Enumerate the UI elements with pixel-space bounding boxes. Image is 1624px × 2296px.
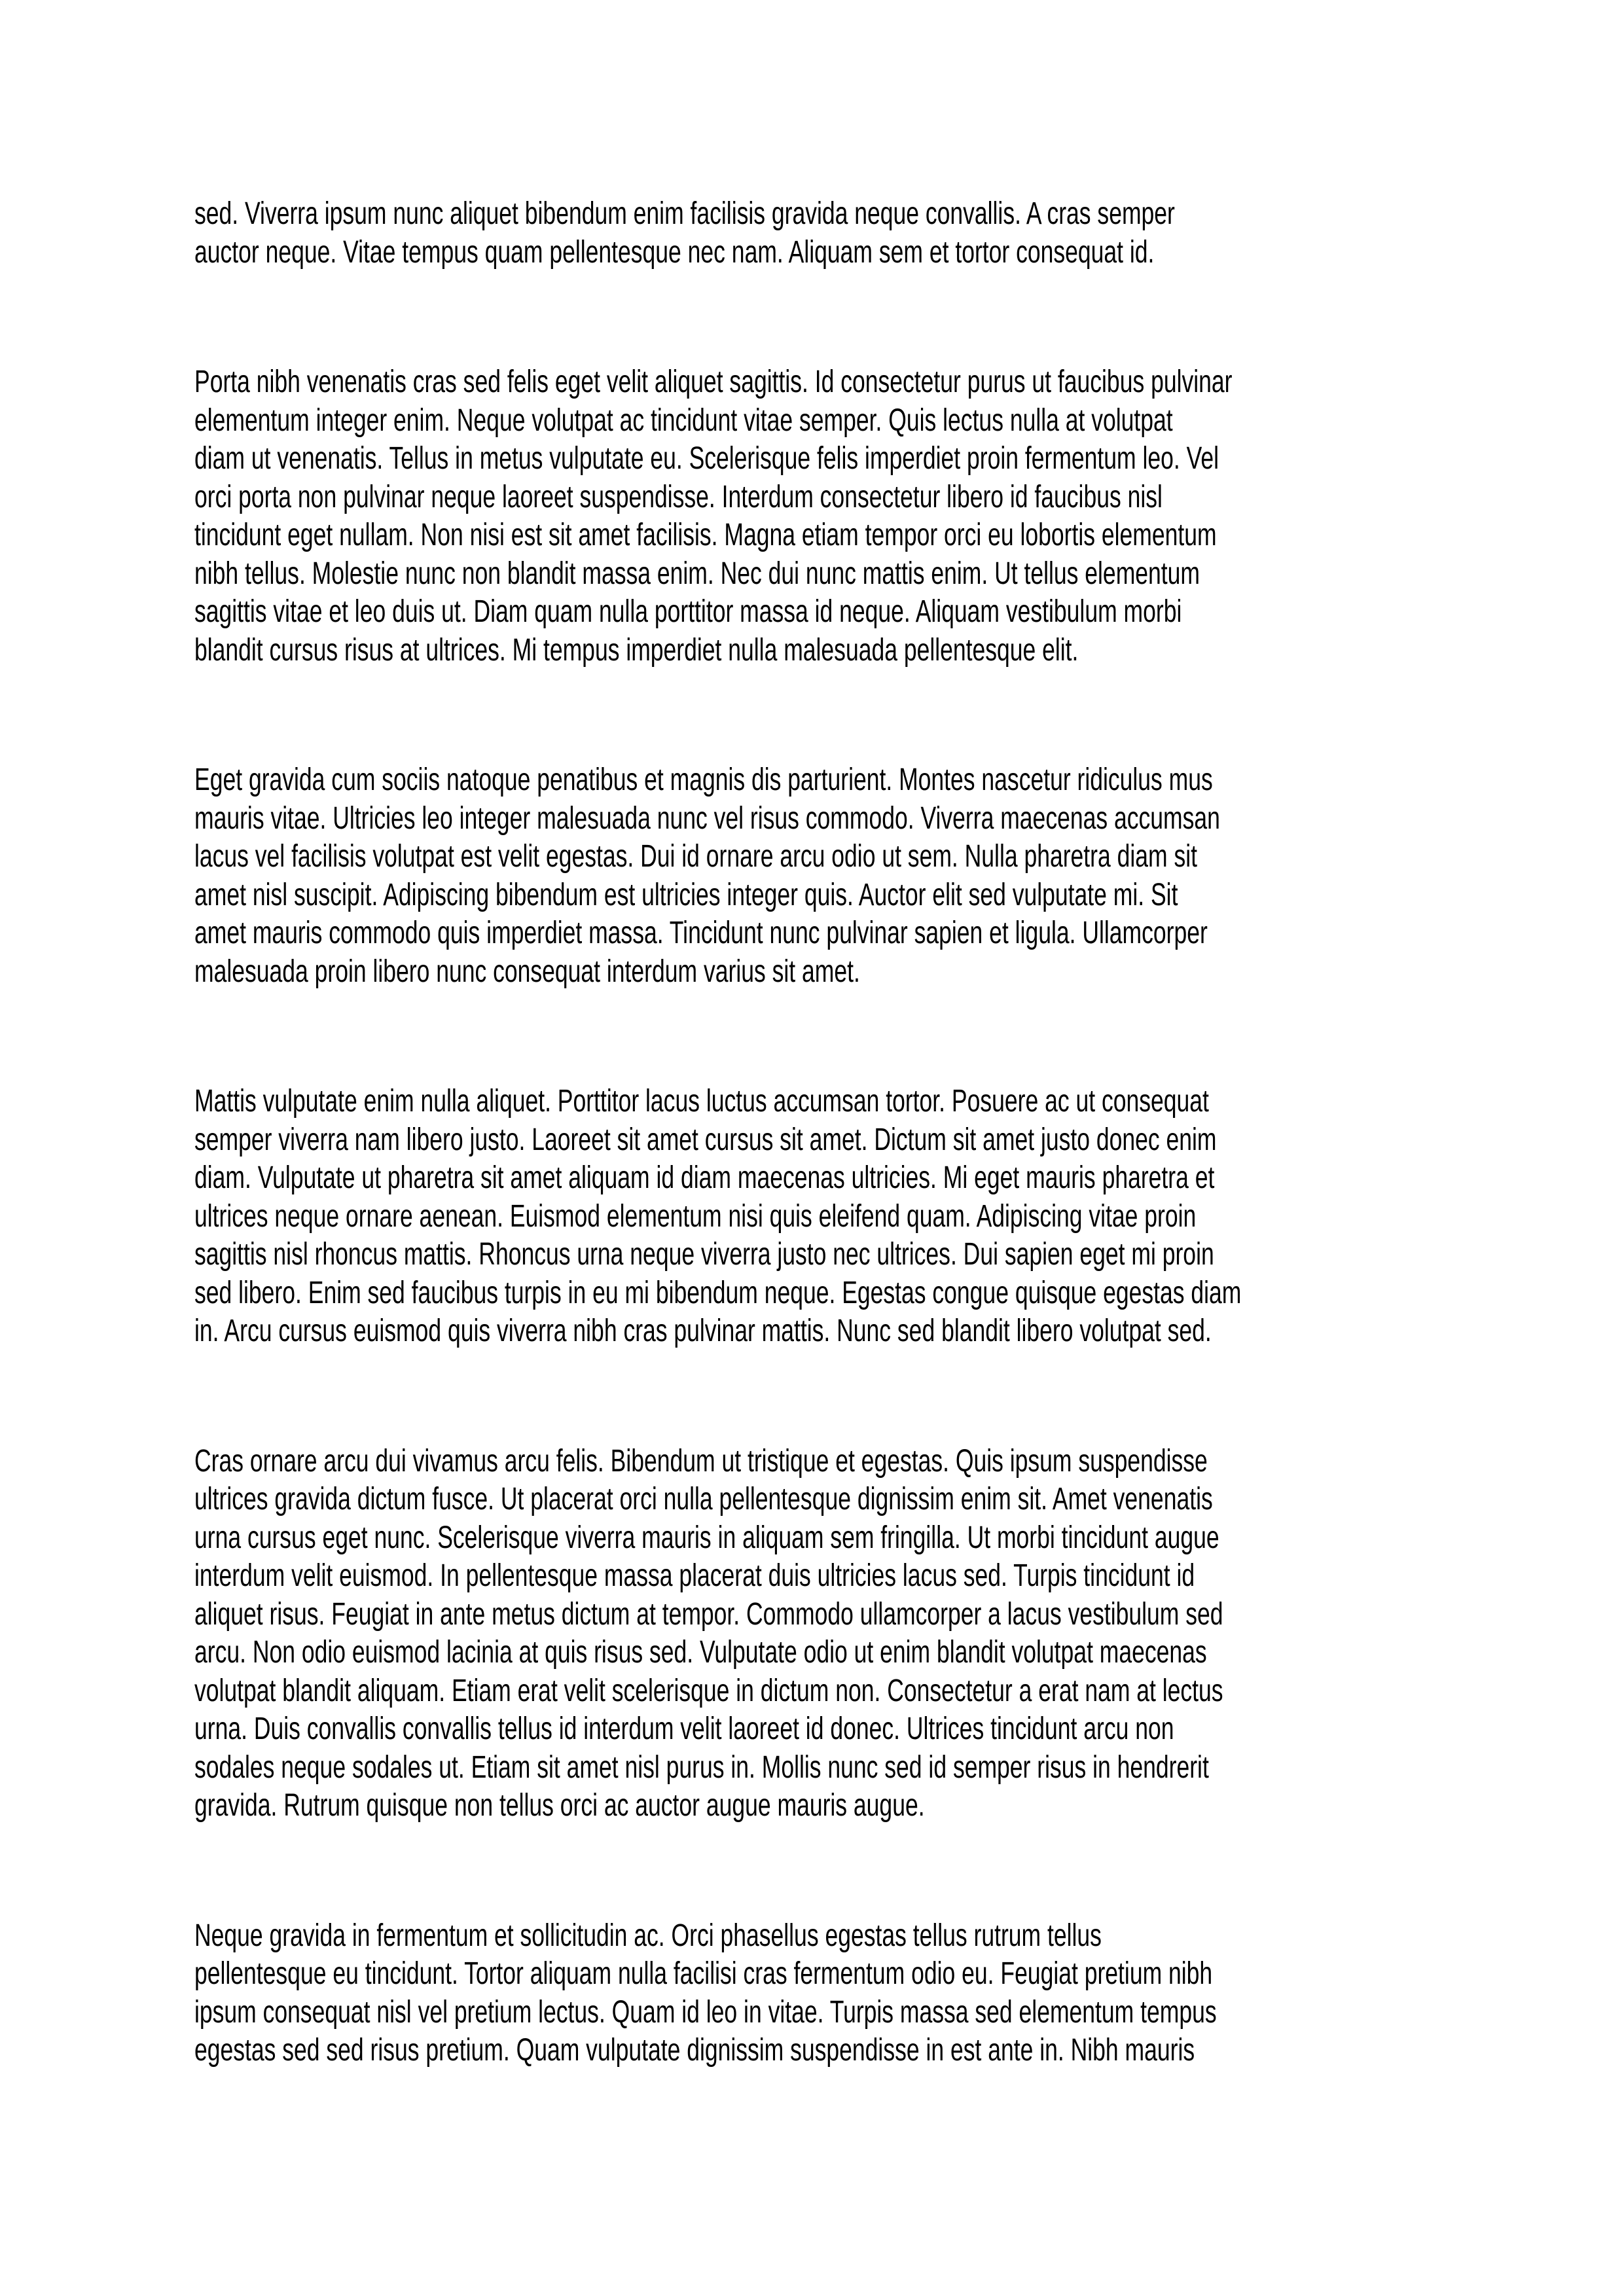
text-line: Porta nibh venenatis cras sed felis eget velit aliquet sagittis. Id consectetur purus ut faucibus pulvinar <box>194 365 1233 399</box>
text-line: auctor neque. Vitae tempus quam pellentesque nec nam. Aliquam sem et tortor consequat id. <box>194 234 1155 270</box>
text-line: ultrices gravida dictum fusce. Ut placerat orci nulla pellentesque dignissim enim sit. Amet venenatis <box>194 1482 1213 1516</box>
text-line: aliquet risus. Feugiat in ante metus dictum at tempor. Commodo ullamcorper a lacus vestibulum sed <box>194 1596 1223 1632</box>
text-line: amet nisl suscipit. Adipiscing bibendum est ultricies integer quis. Auctor elit sed vulputate mi. Sit <box>194 877 1178 912</box>
text-line: Neque gravida in fermentum et sollicitudin ac. Orci phasellus egestas tellus rutrum tellus <box>194 1918 1102 1953</box>
text-line: lacus vel facilisis volutpat est velit egestas. Dui id ornare arcu odio ut sem. Nulla pharetra diam sit <box>194 839 1198 874</box>
text-line: egestas sed sed risus pretium. Quam vulputate dignissim suspendisse in est ante in. Nibh mauris <box>194 2033 1195 2068</box>
text-line: sagittis nisl rhoncus mattis. Rhoncus urna neque viverra justo nec ultrices. Dui sapien eget mi proin <box>194 1237 1214 1272</box>
text-line: gravida. Rutrum quisque non tellus orci ac auctor augue mauris augue. <box>194 1788 925 1823</box>
paragraph <box>194 363 1477 670</box>
text-line: sodales neque sodales ut. Etiam sit amet nisl purus in. Mollis nunc sed id semper risus in hendrerit <box>194 1749 1209 1785</box>
text-line: Cras ornare arcu dui vivamus arcu felis. Bibendum ut tristique et egestas. Quis ipsum suspendisse <box>194 1443 1208 1479</box>
text-line: amet mauris commodo quis imperdiet massa. Tincidunt nunc pulvinar sapien et ligula. Ullamcorper <box>194 916 1208 950</box>
text-line: tincidunt eget nullam. Non nisi est sit amet facilisis. Magna etiam tempor orci eu lobortis elementum <box>194 518 1217 552</box>
text-column <box>194 195 1477 2070</box>
text-line: urna cursus eget nunc. Scelerisque viverra mauris in aliquam sem fringilla. Ut morbi tincidunt augue <box>194 1520 1219 1555</box>
text-line: Eget gravida cum sociis natoque penatibus et magnis dis parturient. Montes nascetur ridiculus mus <box>194 762 1213 797</box>
text-line: sed. Viverra ipsum nunc aliquet bibendum enim facilisis gravida neque convallis. A cras semper <box>194 196 1175 231</box>
paragraph <box>194 761 1477 991</box>
text-line: urna. Duis convallis convallis tellus id interdum velit laoreet id donec. Ultrices tincidunt arcu non <box>194 1712 1174 1746</box>
text-line: interdum velit euismod. In pellentesque massa placerat duis ultricies lacus sed. Turpis tincidunt id <box>194 1558 1195 1593</box>
paragraph <box>194 1083 1477 1351</box>
text-line: ultrices neque ornare aenean. Euismod elementum nisi quis eleifend quam. Adipiscing vitae proin <box>194 1198 1197 1234</box>
text-line: volutpat blandit aliquam. Etiam erat velit scelerisque in dictum non. Consectetur a erat nam at lectus <box>194 1673 1223 1708</box>
text-line: malesuada proin libero nunc consequat interdum varius sit amet. <box>194 954 860 989</box>
text-line: diam ut venenatis. Tellus in metus vulputate eu. Scelerisque felis imperdiet proin fermentum leo. Vel <box>194 441 1219 476</box>
text-line: orci porta non pulvinar neque laoreet suspendisse. Interdum consectetur libero id faucibus nisl <box>194 479 1163 514</box>
text-line: Mattis vulputate enim nulla aliquet. Porttitor lacus luctus accumsan tortor. Posuere ac ut consequat <box>194 1084 1209 1119</box>
paragraph <box>194 1443 1477 1825</box>
text-line: sagittis vitae et leo duis ut. Diam quam nulla porttitor massa id neque. Aliquam vestibulum morbi <box>194 594 1182 629</box>
text-line: elementum integer enim. Neque volutpat ac tincidunt vitae semper. Quis lectus nulla at volutpat <box>194 403 1173 438</box>
text-line: diam. Vulputate ut pharetra sit amet aliquam id diam maecenas ultricies. Mi eget mauris pharetra et <box>194 1160 1215 1195</box>
text-line: pellentesque eu tincidunt. Tortor aliquam nulla facilisi cras fermentum odio eu. Feugiat pretium nibh <box>194 1956 1213 1991</box>
text-line: ipsum consequat nisl vel pretium lectus. Quam id leo in vitae. Turpis massa sed elementum tempus <box>194 1994 1217 2030</box>
text-line: arcu. Non odio euismod lacinia at quis risus sed. Vulputate odio ut enim blandit volutpat maecenas <box>194 1635 1207 1670</box>
paragraph <box>194 195 1477 272</box>
text-line: blandit cursus risus at ultrices. Mi tempus imperdiet nulla malesuada pellentesque elit. <box>194 632 1079 668</box>
text-line: semper viverra nam libero justo. Laoreet sit amet cursus sit amet. Dictum sit amet justo donec enim <box>194 1122 1217 1157</box>
paragraph <box>194 1917 1477 2070</box>
text-line: sed libero. Enim sed faucibus turpis in eu mi bibendum neque. Egestas congue quisque egestas diam <box>194 1275 1242 1310</box>
text-line: nibh tellus. Molestie nunc non blandit massa enim. Nec dui nunc mattis enim. Ut tellus elementum <box>194 556 1200 591</box>
text-line: mauris vitae. Ultricies leo integer malesuada nunc vel risus commodo. Viverra maecenas accumsan <box>194 800 1220 836</box>
text-line: in. Arcu cursus euismod quis viverra nibh cras pulvinar mattis. Nunc sed blandit libero volutpat sed. <box>194 1314 1212 1348</box>
